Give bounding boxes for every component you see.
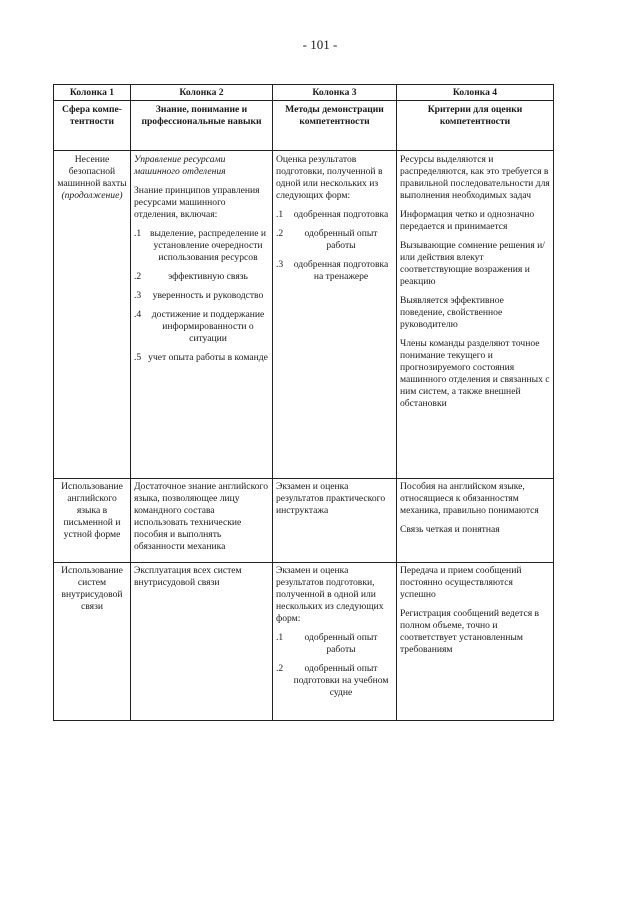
column-title-row: [54, 101, 554, 151]
column-title: Критерии для оценки компетентности: [397, 101, 554, 151]
methods-intro: Экзамен и оценка результатов подготовки, полученной в одной или нескольких из следующих форм:: [276, 565, 384, 624]
criteria-cell: [397, 151, 554, 479]
methods-cell: Экзамен и оценка результатов практического инструктажа: [273, 479, 397, 563]
table-row: [54, 151, 554, 479]
criteria-paragraph: Регистрация сообщений ведется в полном объеме, точно и соответствует установленным требованиям: [400, 607, 540, 655]
column-title: Методы демонстрации компетентности: [273, 101, 397, 151]
list-item: .3 уверенность и руководство: [134, 289, 264, 301]
criteria-paragraph: Передача и прием сообщений постоянно осуществляются успешно: [400, 565, 522, 600]
criteria-cell: [397, 479, 554, 563]
column-title: Знание, понимание и профессиональные навыки: [131, 101, 273, 151]
list-item: .2 эффективную связь: [134, 270, 248, 282]
list-item: .1 одобренный опыт работы: [276, 631, 378, 655]
list-item: .5 учет опыта работы в команде: [134, 351, 268, 363]
criteria-cell: [397, 563, 554, 721]
column-number: Колонка 3: [273, 85, 397, 101]
list-item: .4 достижение и поддержание информированности о ситуации: [134, 308, 265, 344]
column-number: Колонка 2: [131, 85, 273, 101]
criteria-paragraph: Пособия на английском языке, относящиеся к обязанностям механика, правильно понимаются: [400, 481, 539, 516]
column-number: Колонка 1: [54, 85, 131, 101]
page-number: - 101 -: [302, 37, 338, 52]
table-row: [54, 479, 554, 563]
criteria-paragraph: Вызывающие сомнение решения и/или действия влекут соответствующие возражения и реакцию: [400, 239, 545, 287]
competence-text: Несение безопасной машинной вахты: [57, 154, 127, 189]
knowledge-intro: Знание принципов управления ресурсами машинного отделения, включая:: [134, 184, 260, 220]
knowledge-heading: Управление ресурсами машинного отделения: [134, 154, 226, 177]
knowledge-cell: [131, 151, 273, 479]
list-item: .1 одобренная подготовка: [276, 208, 389, 220]
column-number: Колонка 4: [397, 85, 554, 101]
criteria-paragraph: Выявляется эффективное поведение, свойственное руководителю: [400, 294, 504, 330]
methods-cell: [273, 151, 397, 479]
table-row: [54, 563, 554, 721]
list-item: .2 одобренный опыт работы: [276, 227, 378, 251]
column-title: Сфера компе-тентности: [54, 101, 131, 151]
list-item: .1 выделение, распределение и установление очередности использования ресурсов: [134, 227, 267, 263]
competence-cell: [54, 151, 131, 479]
competence-table: [53, 84, 554, 721]
continuation-note: (продолжение): [61, 189, 123, 201]
criteria-paragraph: Информация четко и однозначно передается и принимается: [400, 208, 535, 232]
criteria-paragraph: Связь четкая и понятная: [400, 523, 500, 535]
column-number-row: [54, 85, 554, 101]
criteria-paragraph: Члены команды разделяют точное понимание текущего и прогнозируемого состояния машинного отделения и связанных с ним систем, а также внешней обстановки: [400, 337, 550, 409]
methods-cell: [273, 563, 397, 721]
competence-cell: Использование английского языка в письменной и устной форме: [54, 479, 131, 563]
list-item: .2 одобренный опыт подготовки на учебном судне: [276, 662, 389, 698]
competence-cell: Использование систем внутрисудовой связи: [54, 563, 131, 721]
knowledge-cell: Достаточное знание английского языка, позволяющее лицу командного состава использовать технические пособия и выполнять обязанности механика: [131, 479, 273, 563]
knowledge-cell: Эксплуатация всех систем внутрисудовой связи: [131, 563, 273, 721]
methods-intro: Оценка результатов подготовки, полученной в одной или нескольких из следующих форм:: [276, 154, 383, 201]
list-item: .3 одобренная подготовка на тренажере: [276, 258, 389, 282]
criteria-paragraph: Ресурсы выделяются и распределяются, как это требуется в правильной последовательности для выполнения необходимых задач: [400, 154, 550, 201]
